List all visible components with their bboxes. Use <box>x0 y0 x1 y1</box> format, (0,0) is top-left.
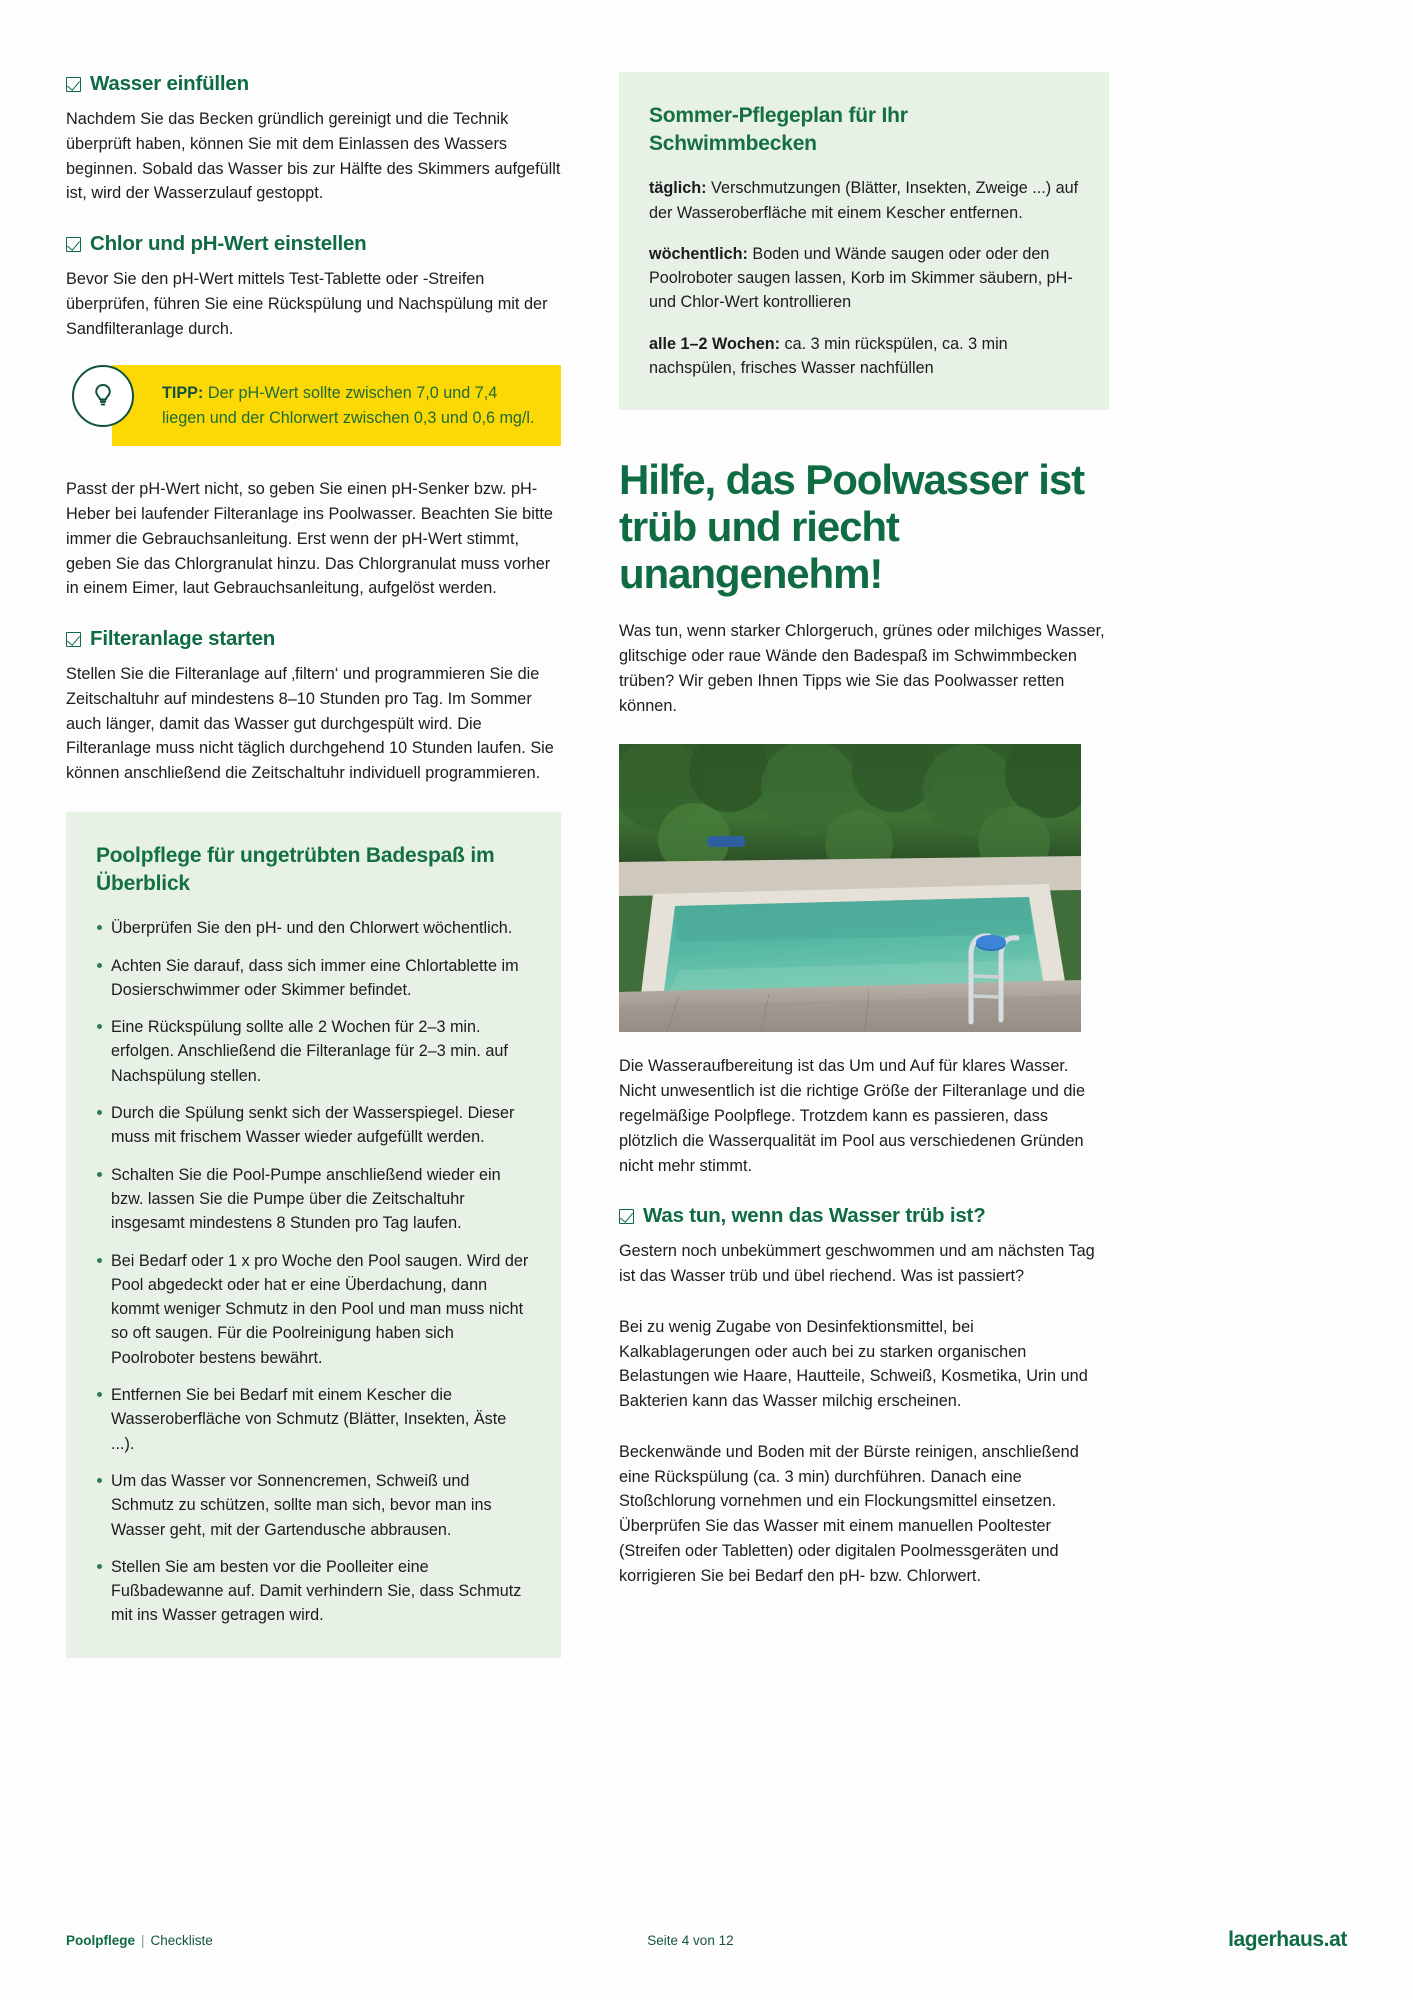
paragraph-intro: Was tun, wenn starker Chlorgeruch, grünes oder milchiges Wasser, glitschige oder raue Wände den Badespaß im Schwimmbecken trüben? Wir geben Ihnen Tipps wie Sie das Poolwasser retten können. <box>619 622 1105 715</box>
list-item: Bei Bedarf oder 1 x pro Woche den Pool saugen. Wird der Pool abgedeckt oder hat er eine Überdachung, dann kommt weniger Schmutz in den Pool und man muss nicht so oft saugen. Für die Poolreinigung haben sich Poolroboter bestens bewährt. <box>96 1249 531 1370</box>
left-column <box>66 72 561 1658</box>
list-item: Eine Rückspülung sollte alle 2 Wochen für 2–3 min. erfolgen. Anschließend die Filteranlage für 2–3 min. auf Nachspülung stellen. <box>96 1015 531 1088</box>
tip-callout <box>66 365 561 449</box>
footer-doc-title: Poolpflege <box>66 1932 136 1948</box>
footer-doc-subtitle: Checkliste <box>150 1932 213 1948</box>
green-cloudy-pool-photo <box>619 744 1081 1032</box>
pflegeplan-item-daily <box>649 176 1079 225</box>
checkbox-checked-icon <box>66 237 81 252</box>
heading-wasser-trueb <box>619 1204 1109 1228</box>
heading-text: Filteranlage starten <box>90 627 276 651</box>
heading-wasser-einfuellen <box>66 72 561 96</box>
checkbox-checked-icon <box>619 1209 634 1224</box>
list-item: Entfernen Sie bei Bedarf mit einem Kescher die Wasseroberfläche von Schmutz (Blätter, Insekten, Äste ...). <box>96 1383 531 1456</box>
pflegeplan-text: Verschmutzungen (Blätter, Insekten, Zweige ...) auf der Wasseroberfläche mit einem Kescher entfernen. <box>649 179 1079 222</box>
tip-label: TIPP: <box>162 384 204 403</box>
tip-text: Der pH-Wert sollte zwischen 7,0 und 7,4 liegen und der Chlorwert zwischen 0,3 und 0,6 mg/l. <box>162 384 535 427</box>
sommer-pflegeplan-box <box>619 72 1109 410</box>
list-item: Durch die Spülung senkt sich der Wasserspiegel. Dieser muss mit frischem Wasser wieder aufgefüllt werden. <box>96 1101 531 1150</box>
overview-box-heading: Poolpflege für ungetrübten Badespaß im Überblick <box>96 844 495 896</box>
checkbox-checked-icon <box>66 632 81 647</box>
paragraph-after-photo: Die Wasseraufbereitung ist das Um und Auf für klares Wasser. Nicht unwesentlich ist die richtige Größe der Filteranlage und die regelmäßige Poolpflege. Trotzdem kann es passieren, dass plötzlich die Wasserqualität im Pool aus verschiedenen Gründen nicht mehr stimmt. <box>619 1057 1086 1175</box>
list-item: Achten Sie darauf, dass sich immer eine Chlortablette im Dosierschwimmer oder Skimmer befindet. <box>96 954 531 1003</box>
paragraph-cloudy-1: Gestern noch unbekümmert geschwommen und am nächsten Tag ist das Wasser trüb und übel riechend. Was ist passiert? <box>619 1242 1095 1286</box>
heading-chlor-ph-wert <box>66 232 561 256</box>
pflegeplan-text: Boden und Wände saugen oder oder den Poolroboter saugen lassen, Korb im Skimmer säubern, pH- und Chlor-Wert kontrollieren <box>649 244 1073 312</box>
paragraph-cloudy-2: Bei zu wenig Zugabe von Desinfektionsmittel, bei Kalkablagerungen oder auch bei zu starken organischen Belastungen wie Haare, Hautteile, Schweiß, Kosmetika, Urin und Bakterien kann das Wasser milchig erscheinen. <box>619 1317 1088 1411</box>
list-item: Stellen Sie am besten vor die Poolleiter eine Fußbadewanne auf. Damit verhindern Sie, dass Schmutz mit ins Wasser getragen wird. <box>96 1555 531 1628</box>
list-item: Um das Wasser vor Sonnencremen, Schweiß und Schmutz zu schützen, sollte man sich, bevor man ins Wasser geht, mit der Gartendusche abbrausen. <box>96 1469 531 1542</box>
brand-logo-lagerhaus: lagerhaus.at <box>1228 1928 1347 1951</box>
photo-credit: © georgeclerk via Getty Image <box>1095 662 1106 797</box>
paragraph-filteranlage-starten: Stellen Sie die Filteranlage auf ‚filtern‘ und programmieren Sie die Zeitschaltuhr auf mindestens 8–10 Stunden pro Tag. Im Sommer auch länger, damit das Wasser gut durchgespült wird. Die Filteranlage muss nicht täglich durchgehend 10 Stunden laufen. Sie können anschließend die Zeitschaltuhr individuell programmieren. <box>66 665 554 783</box>
footer-page-number: Seite 4 von 12 <box>647 1932 734 1948</box>
tip-text-band <box>112 365 561 446</box>
footer-separator: | <box>141 1932 145 1948</box>
list-item: Überprüfen Sie den pH- und den Chlorwert wöchentlich. <box>96 916 531 940</box>
pflegeplan-label: alle 1–2 Wochen: <box>649 334 781 353</box>
two-column-layout <box>66 72 1351 1658</box>
paragraph-after-tip: Passt der pH-Wert nicht, so geben Sie einen pH-Senker bzw. pH-Heber bei laufender Filteranlage ins Poolwasser. Beachten Sie bitte immer die Gebrauchsanleitung. Erst wenn der pH-Wert stimmt, geben Sie das Chlorgranulat hinzu. Das Chlorgranulat muss vorher in einem Eimer, laut Gebrauchsanleitung, aufgelöst werden. <box>66 480 553 598</box>
pflegeplan-label: wöchentlich: <box>649 244 748 263</box>
right-column <box>619 72 1109 1658</box>
paragraph-chlor-ph-wert: Bevor Sie den pH-Wert mittels Test-Tablette oder -Streifen überprüfen, führen Sie eine Rückspülung und Nachspülung mit der Sandfilteranlage durch. <box>66 270 548 338</box>
page-footer <box>66 1928 1347 1952</box>
pflegeplan-item-weekly <box>649 242 1079 315</box>
heading-filteranlage-starten <box>66 627 561 651</box>
overview-bullet-list <box>96 916 531 1627</box>
list-item: Schalten Sie die Pool-Pumpe anschließend wieder ein bzw. lassen Sie die Pumpe über die Zeitschaltuhr insgesamt mindestens 8 Stunden pro Tag laufen. <box>96 1163 531 1236</box>
pflegeplan-label: täglich: <box>649 179 707 198</box>
pflegeplan-item-biweekly <box>649 332 1079 381</box>
heading-text: Wasser einfüllen <box>90 72 249 95</box>
lightbulb-icon <box>72 365 134 427</box>
poolpflege-overview-box <box>66 812 561 1658</box>
paragraph-wasser-einfuellen: Nachdem Sie das Becken gründlich gereinigt und die Technik überprüft haben, können Sie mit dem Einlassen des Wassers beginnen. Sobald das Wasser bis zur Hälfte des Skimmers aufgefüllt ist, wird der Wasserzulauf gestoppt. <box>66 110 561 203</box>
pflegeplan-heading: Sommer-Pflegeplan für Ihr Schwimmbecken <box>649 104 908 156</box>
checkbox-checked-icon <box>66 77 81 92</box>
page-title: Hilfe, das Poolwasser ist trüb und riecht unangenehm! <box>619 456 1085 598</box>
heading-text: Was tun, wenn das Wasser trüb ist? <box>643 1204 986 1228</box>
pflegeplan-text: ca. 3 min rückspülen, ca. 3 min nachspülen, frisches Wasser nachfüllen <box>649 334 1008 378</box>
heading-text: Chlor und pH-Wert einstellen <box>90 232 367 256</box>
paragraph-cloudy-3: Beckenwände und Boden mit der Bürste reinigen, anschließend eine Rückspülung (ca. 3 min) durchführen. Danach eine Stoßchlorung vornehmen und ein Flockungsmittel einsetzen. Überprüfen Sie das Wasser mit einem manuellen Pooltester (Streifen oder Tabletten) oder digitalen Poolmessgeräten und korrigieren Sie bei Bedarf den pH- bzw. Chlorwert. <box>619 1442 1079 1585</box>
